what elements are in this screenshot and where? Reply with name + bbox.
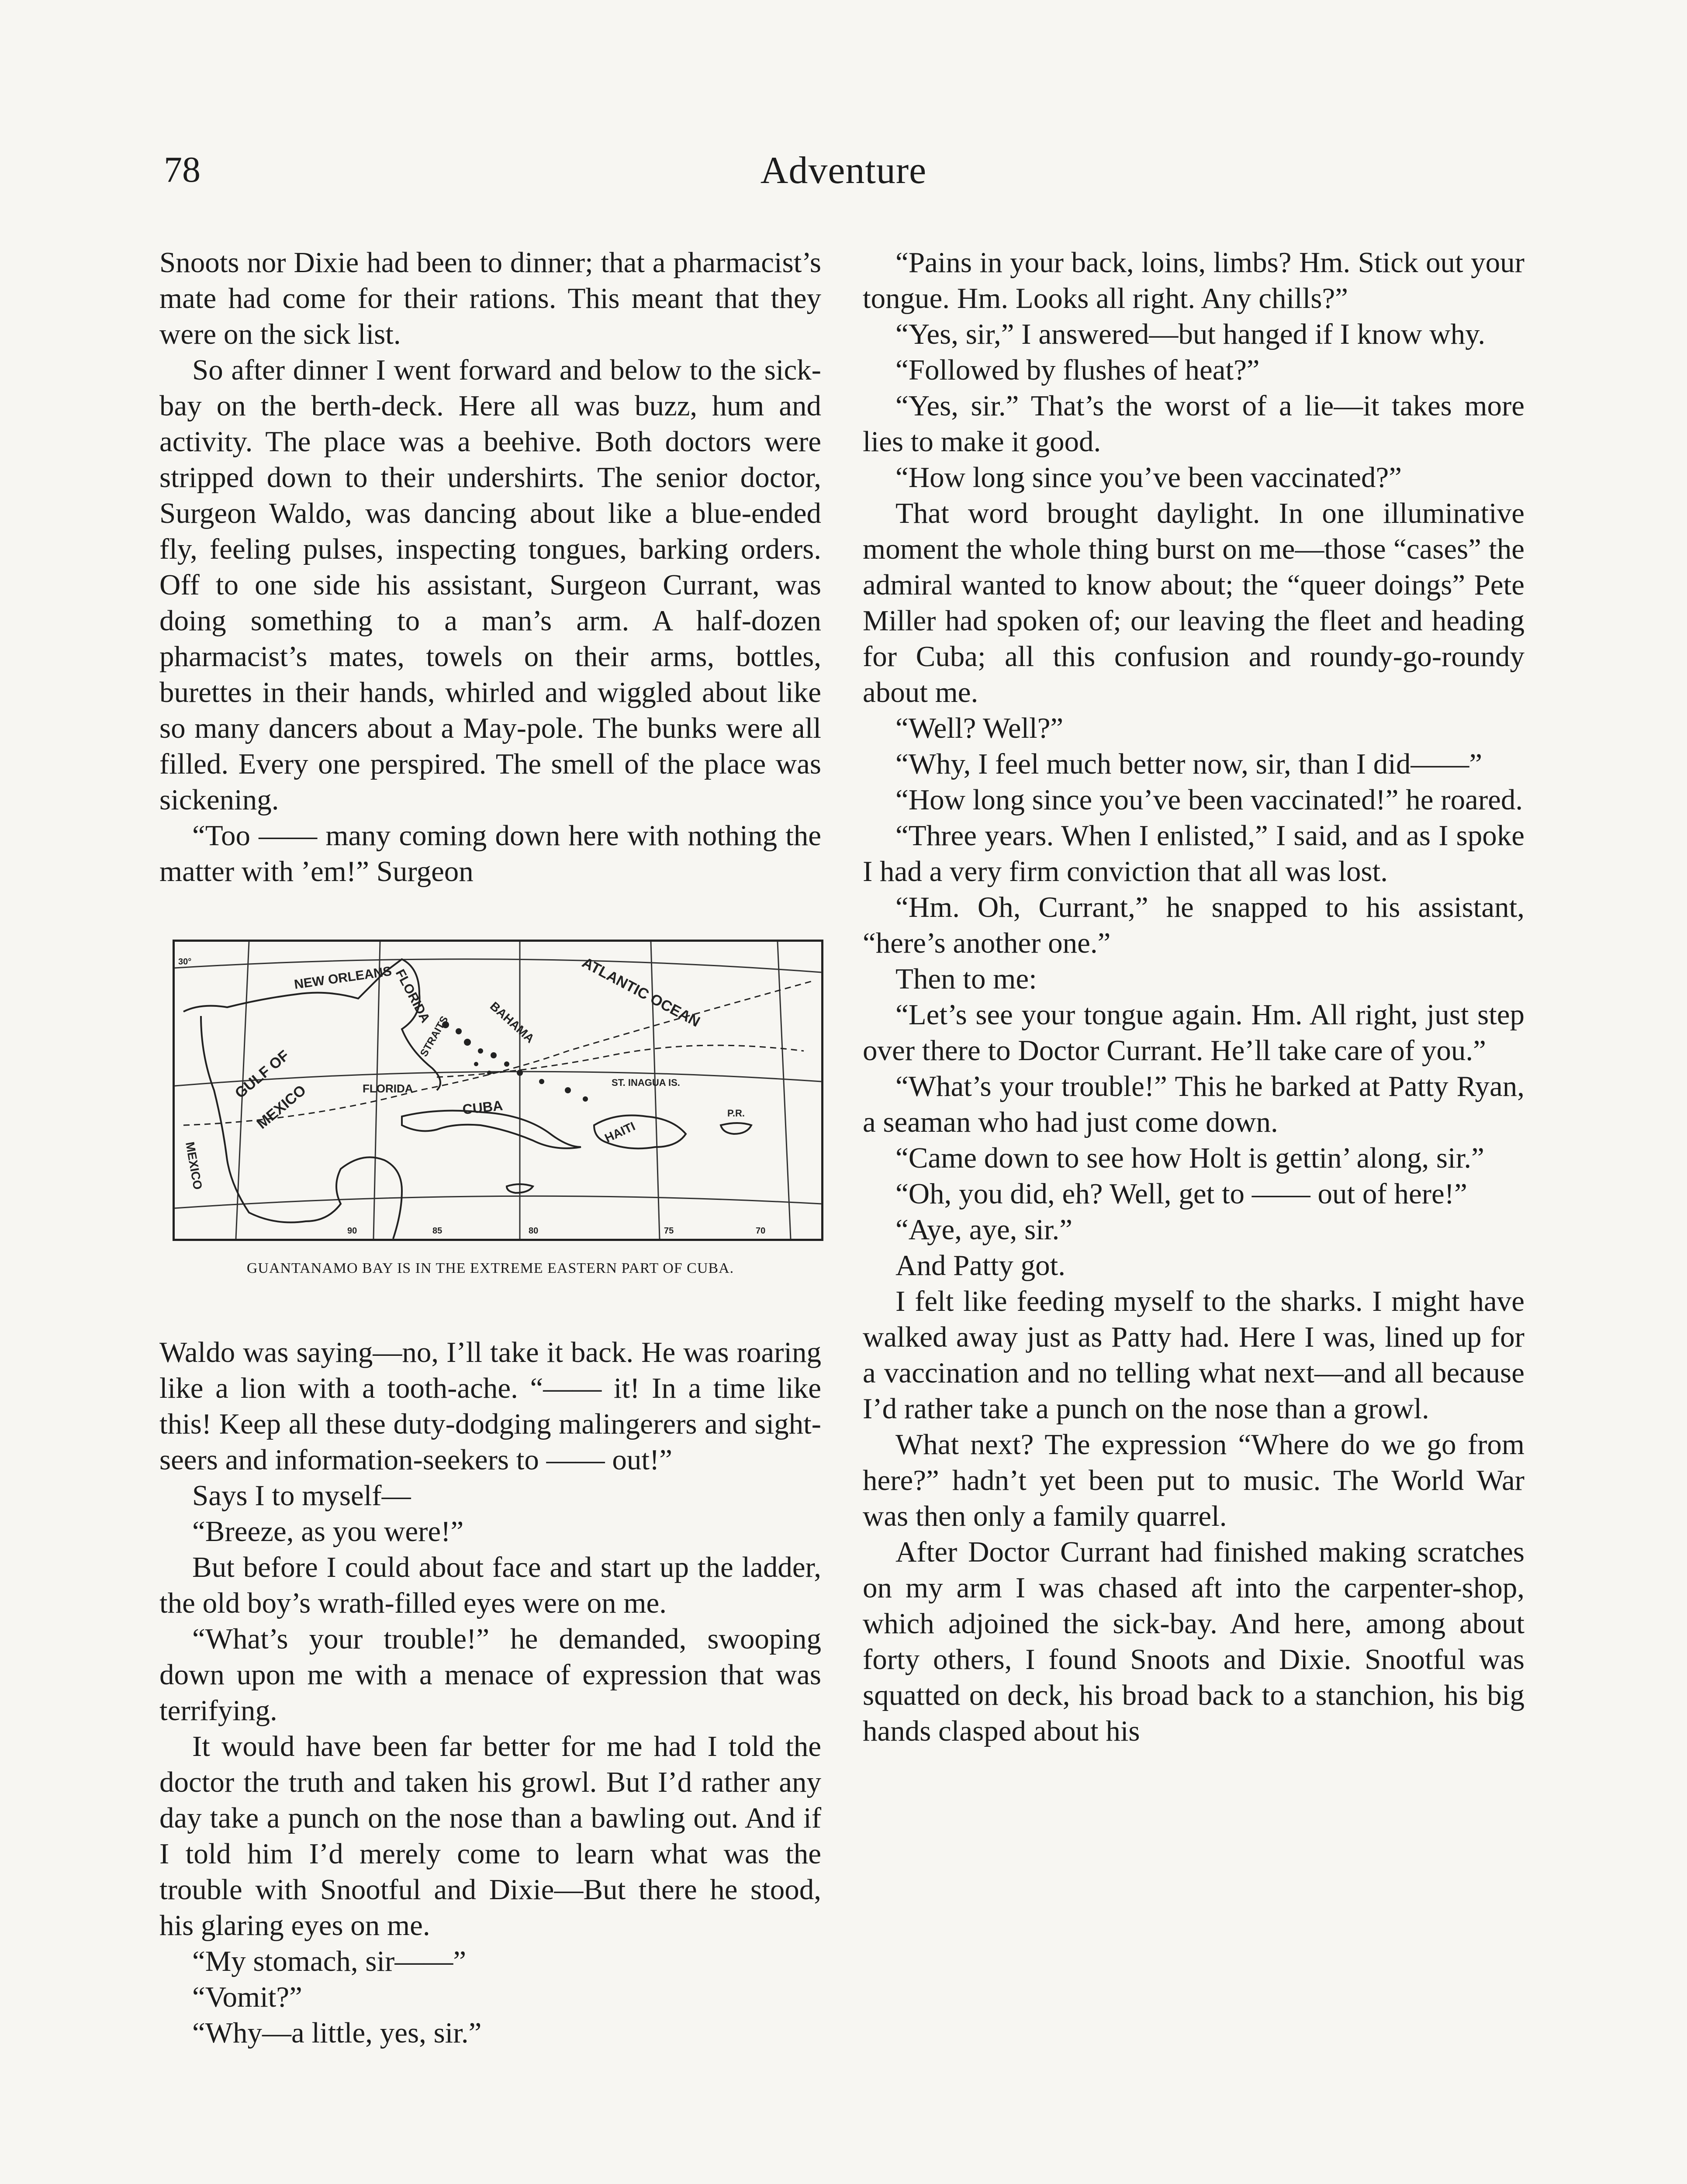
right-column-text [863,245,1525,1749]
paragraph: Says I to myself— [192,1479,411,1512]
map-label-haiti: HAITI [602,1119,637,1145]
paragraph: “Followed by flushes of heat?” [895,354,1260,386]
map-label-gulf-mexico: MEXICO [253,1082,309,1133]
map-label-bahama: BAHAMA [487,999,537,1046]
paragraph: What next? The expression “Where do we go from here?” hadn’t yet been put to music. The World War was then only a family quarrel. [863,1428,1525,1532]
map-label-longitude-70: 70 [756,1226,766,1236]
paragraph: “Well? Well?” [895,712,1064,744]
paragraph: “Aye, aye, sir.” [895,1213,1072,1246]
paragraph: “How long since you’ve been vaccinated!” he roared. [895,784,1523,816]
paragraph: And Patty got. [895,1249,1065,1282]
paragraph: After Doctor Currant had finished making scratches on my arm I was chased aft into the carpenter-shop, which adjoined the sick-bay. And here, among about forty others, I found Snoots and Dixie. Snootful was squatted on deck, his broad back to a stanchion, his big hands clasped about his [863,1536,1525,1747]
map-label-gulf-of: GULF OF [232,1047,293,1102]
paragraph: It would have been far better for me had I told the doctor the truth and taken his growl. But I’d rather any day take a punch on the nose than a bawling out. And if I told him I’d merely come to learn what was the trouble with Snootful and Dixie—But there he stood, his glaring eyes on me. [159,1730,821,1942]
paragraph: “Too —— many coming down here with nothing the matter with ’em!” Surgeon [159,819,821,888]
left-column-bottom-text [159,1334,821,2051]
map-label-cuba: CUBA [461,1097,504,1117]
map-label-florida-strait: FLORIDA [363,1082,413,1095]
left-column-top-text [159,245,821,889]
latitude-line [175,1196,821,1208]
paragraph: I felt like feeding myself to the sharks. I might have walked away just as Patty had. Here I was, lined up for a vaccination and no telling what next—and all because I’d rather take a punch on the nose than a growl. [863,1285,1525,1425]
paragraph: “What’s your trouble!” he demanded, swooping down upon me with a menace of expression that was terrifying. [159,1623,821,1727]
left-column [159,245,821,2051]
longitude-line [778,942,791,1239]
paragraph: “How long since you’ve been vaccinated?” [895,461,1402,494]
mexico-coastline [201,1016,402,1239]
caribbean-map [175,942,821,1239]
map-label-longitude-75: 75 [664,1226,674,1236]
map-label-st-inagua: ST. INAGUA IS. [612,1077,680,1088]
map-label-mexico: MEXICO [183,1140,205,1191]
paragraph: “Let’s see your tongue again. Hm. All right, just step over there to Doctor Currant. He’ll take care of you.” [863,999,1525,1067]
paragraph: So after dinner I went forward and below to the sick-bay on the berth-deck. Here all was buzz, hum and activity. The place was a beehive. Both doctors were stripped down to their undershirts. The senior doctor, Surgeon Waldo, was dancing about like a blue-ended fly, feeling pulses, inspecting tongues, barking orders. Off to one side his assistant, Surgeon Currant, was doing something to a man’s arm. A half-dozen pharmacist’s mates, towels on their arms, bottles, burettes in their hands, whirled and wiggled about like so many dancers about a May-pole. The bunks were all filled. Every one perspired. The smell of the place was sickening. [159,354,821,816]
running-title: Adventure [760,149,927,192]
page-number: 78 [164,149,201,190]
paragraph: “Oh, you did, eh? Well, get to —— out of here!” [895,1178,1467,1210]
paragraph: “Vomit?” [192,1981,302,2013]
paragraph: Then to me: [895,963,1037,995]
paragraph: Snoots nor Dixie had been to dinner; that a pharmacist’s mate had come for their rations. This meant that they were on the sick list. [159,246,821,350]
paragraph: But before I could about face and start up the ladder, the old boy’s wrath-filled eyes were on me. [159,1551,821,1619]
paragraph: “Why, I feel much better now, sir, than I did——” [895,748,1483,780]
map-figure [159,940,821,1286]
paragraph: That word brought daylight. In one illuminative moment the whole thing burst on me—those “cases” the admiral wanted to know about; the “queer doings” Pete Miller had spoken of; our leaving the fleet and heading for Cuba; all this confusion and roundy-go-roundy about me. [863,497,1525,708]
paragraph: Waldo was saying—no, I’ll take it back. He was roaring like a lion with a tooth-ache. “—— it! In a time like this! Keep all these duty-dodging malingerers and sight-seers and information-seekers to —— out!” [159,1336,821,1476]
map-label-atlantic-ocean: ATLANTIC OCEAN [579,954,703,1030]
paragraph: “Came down to see how Holt is gettin’ along, sir.” [895,1142,1484,1174]
puerto-rico-island [721,1123,751,1134]
map-caption: GUANTANAMO BAY IS IN THE EXTREME EASTERN PART OF CUBA. [246,1260,734,1276]
paragraph: “Pains in your back, loins, limbs? Hm. Stick out your tongue. Hm. Looks all right. Any chills?” [863,246,1525,314]
right-column [863,245,1525,1749]
cuba-island [402,1111,581,1148]
map-label-longitude-90: 90 [347,1226,357,1236]
map-label-porto-rico: P.R. [727,1108,745,1119]
map-label-new-orleans: NEW ORLEANS [293,964,393,992]
map-frame [173,940,823,1241]
paragraph: “Why—a little, yes, sir.” [192,2017,482,2049]
paragraph: “My stomach, sir——” [192,1945,467,1977]
map-label-latitude-30: 30° [178,957,192,967]
paragraph: “Hm. Oh, Currant,” he snapped to his assistant, “here’s another one.” [863,891,1525,959]
map-label-florida: FLORIDA [392,967,433,1026]
paragraph: “What’s your trouble!” This he barked at Patty Ryan, a seaman who had just come down. [863,1070,1525,1138]
latitude-line [175,959,821,972]
longitude-line [651,942,660,1239]
paragraph: “Yes, sir.” That’s the worst of a lie—it takes more lies to make it good. [863,390,1525,458]
paragraph: “Three years. When I enlisted,” I said, and as I spoke I had a very firm conviction that all was lost. [863,819,1525,888]
map-label-longitude-80: 80 [529,1226,539,1236]
map-label-straits: STRAITS [418,1014,451,1059]
map-label-longitude-85: 85 [432,1226,442,1236]
paragraph: “Breeze, as you were!” [192,1515,464,1548]
paragraph: “Yes, sir,” I answered—but hanged if I know why. [895,318,1486,350]
